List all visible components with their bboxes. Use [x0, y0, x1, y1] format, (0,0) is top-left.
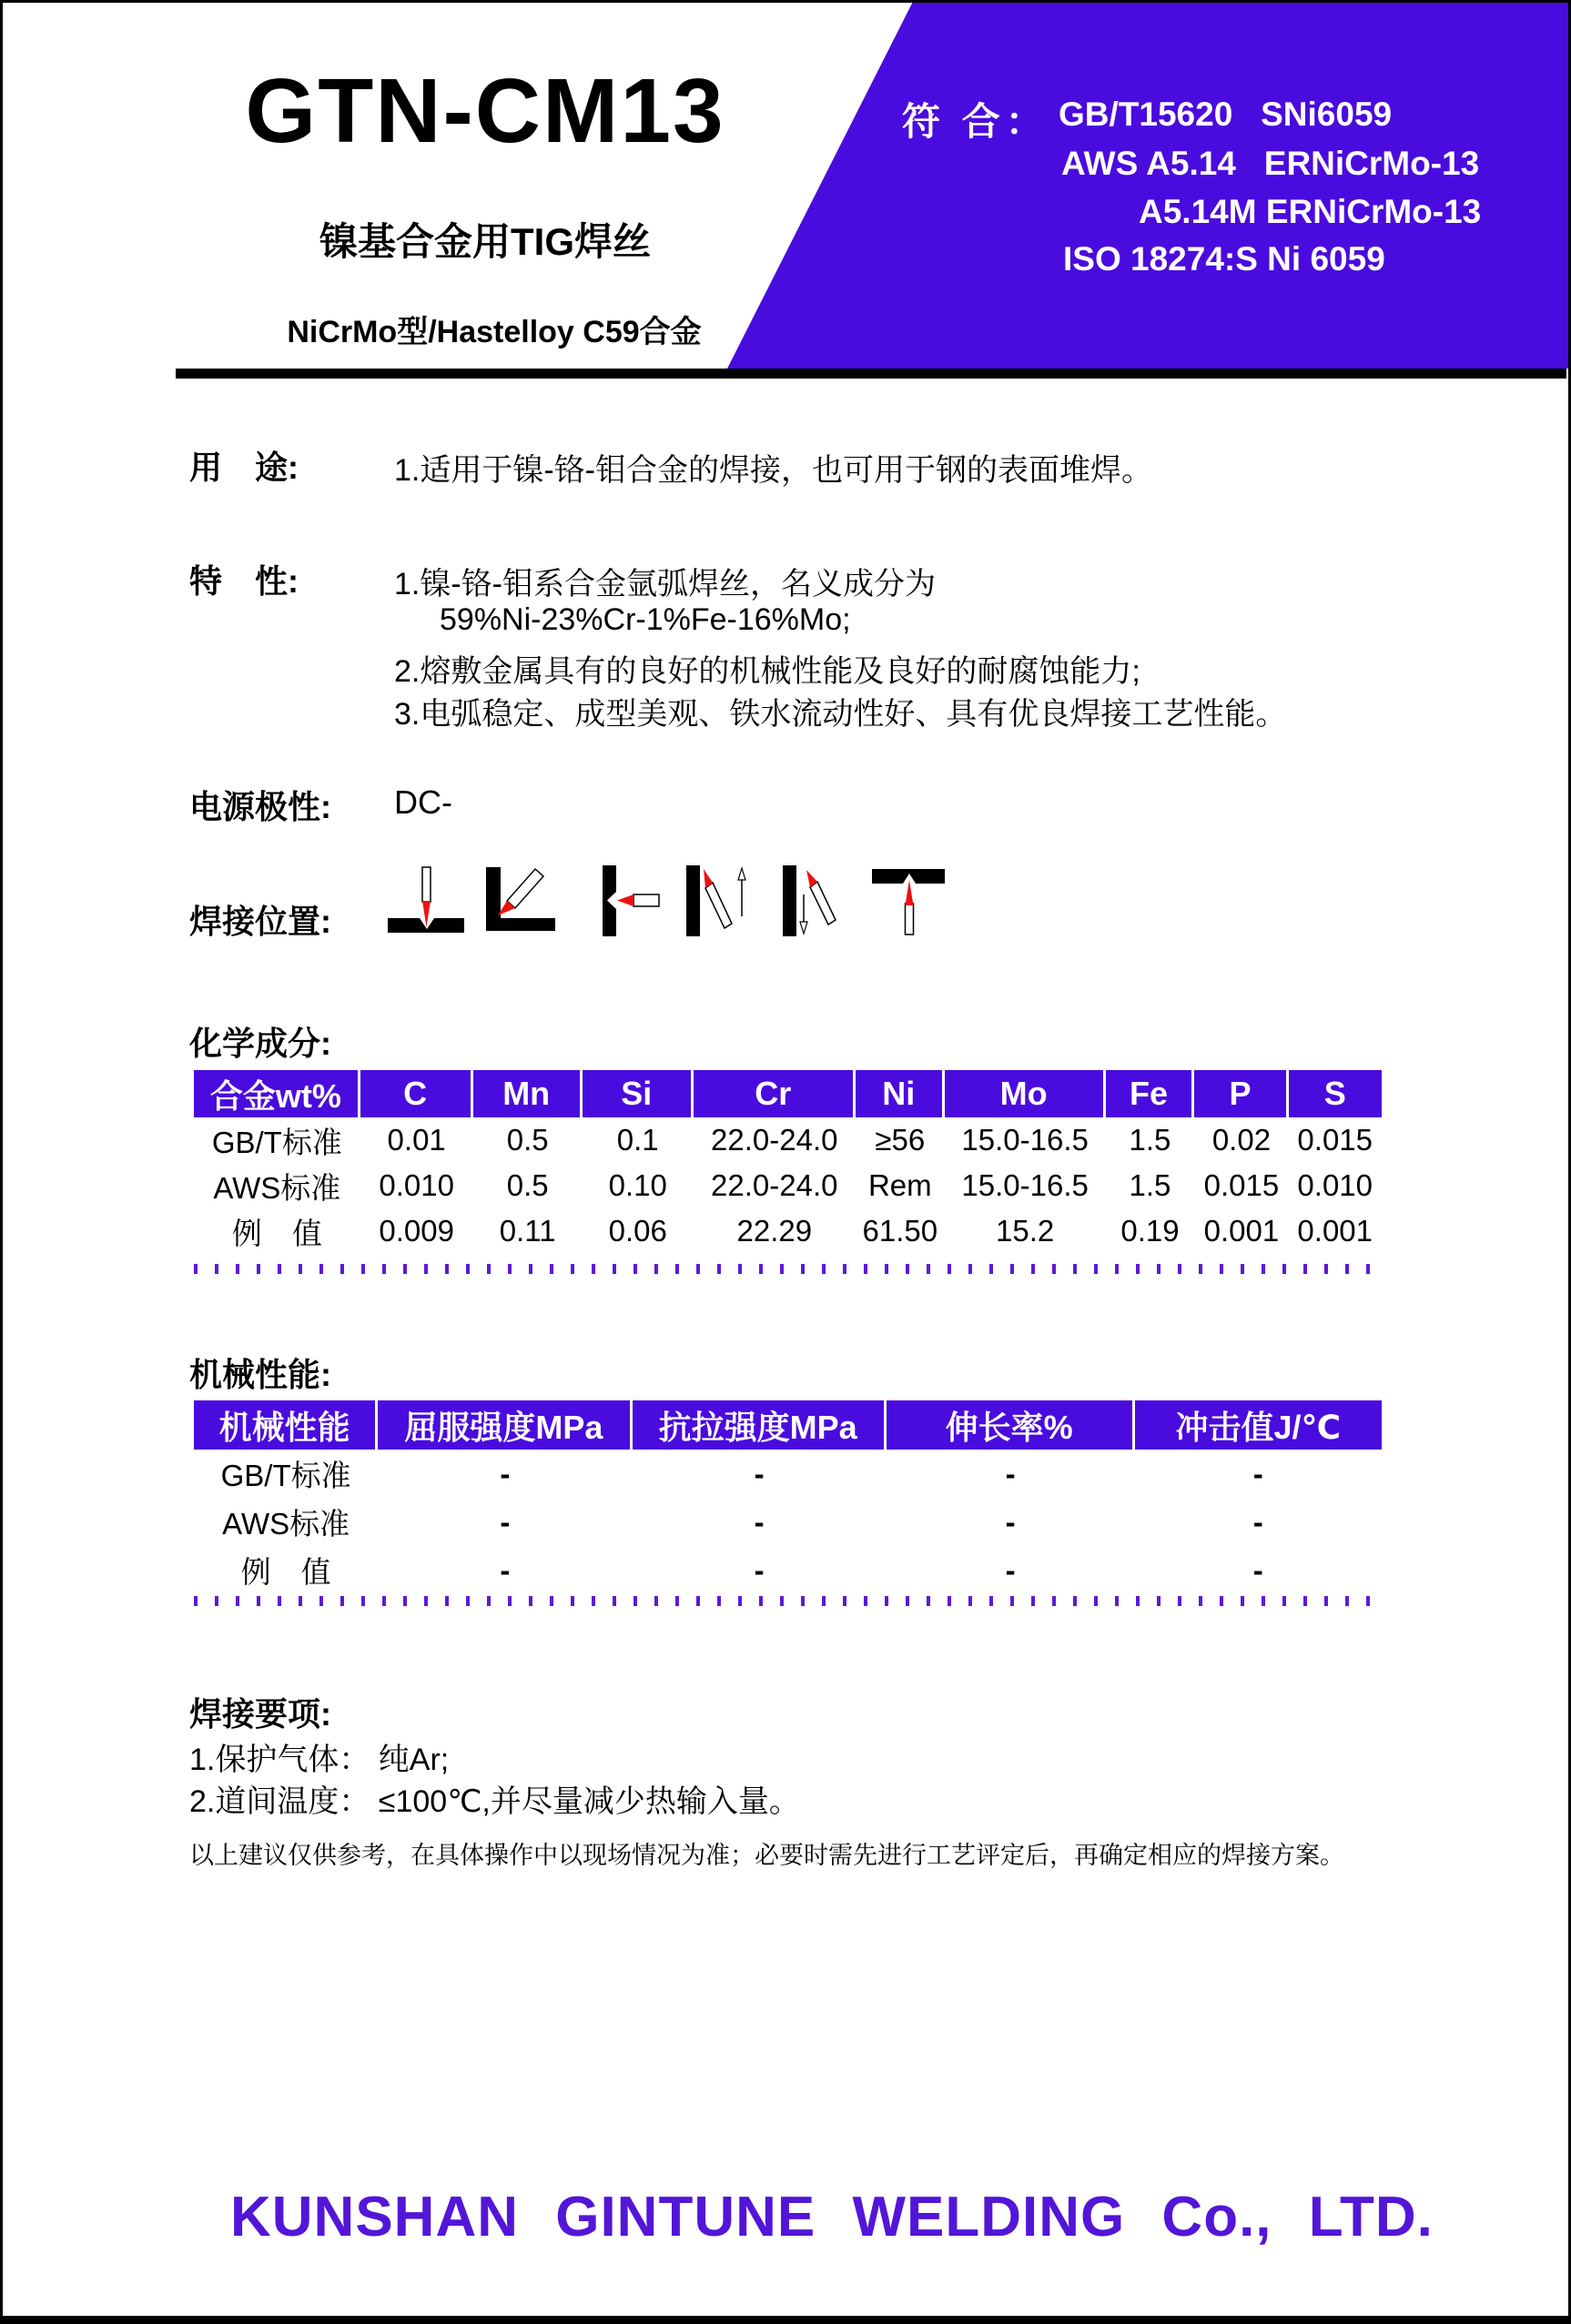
table-cell: 0.015: [1203, 1168, 1280, 1202]
table-cell: 0.5: [506, 1123, 549, 1157]
standard-line: GB/T15620 SNi6059: [1059, 96, 1393, 133]
row-label: GB/T标准: [220, 1459, 351, 1492]
table-cell: -: [754, 1456, 765, 1490]
column-header: 屈服强度MPa: [378, 1400, 632, 1450]
table-header-row: [194, 1070, 1382, 1117]
table-cell: -: [1252, 1456, 1263, 1490]
alloy-type: NiCrMo型/Hastelloy C59合金: [287, 315, 702, 349]
table-cell: 0.01: [387, 1123, 446, 1157]
table-row: [194, 1546, 1382, 1594]
table-cell: 0.1: [616, 1123, 659, 1157]
flat-position-icon: [385, 864, 469, 940]
table-cell: 0.11: [499, 1214, 556, 1248]
welding-note: 1.保护气体： 纯Ar;: [189, 1743, 450, 1777]
product-subtitle: 镍基合金用TIG焊丝: [319, 220, 651, 263]
column-header: S: [1323, 1075, 1346, 1112]
horizontal-fillet-position-icon: [481, 864, 565, 940]
table-cell: -: [754, 1504, 765, 1539]
column-header: Mo: [945, 1070, 1106, 1117]
table-cell: 15.0-16.5: [961, 1168, 1089, 1202]
usage-label: 用 途:: [189, 449, 299, 486]
row-label: AWS标准: [222, 1507, 350, 1541]
vertical-up-position-icon: [674, 864, 758, 940]
column-header: 合金wt%: [194, 1070, 360, 1117]
column-header: Si: [583, 1070, 694, 1117]
table-cell: 0.009: [379, 1214, 454, 1248]
row-label: 例 值: [240, 1555, 331, 1589]
column-header: Fe: [1106, 1070, 1195, 1117]
table-cell: 1.5: [1129, 1168, 1171, 1202]
disclaimer-text: 以上建议仅供参考，在具体操作中以现场情况为准；必要时需先进行工艺评定后，再确定相应的焊接方案。: [189, 1842, 1344, 1869]
table-cell: 15.0-16.5: [961, 1123, 1089, 1157]
mechanical-table: [194, 1400, 1382, 1594]
header-divider: [176, 369, 1566, 379]
chemical-table: [194, 1070, 1382, 1254]
column-header: 抗拉强度MPa: [633, 1400, 887, 1450]
product-title: GTN-CM13: [245, 60, 725, 162]
table-cell: ≥56: [875, 1123, 926, 1157]
table-cell: -: [500, 1504, 511, 1539]
dotted-separator: [194, 1264, 1382, 1274]
features-line: 2.熔敷金属具有的良好的机械性能及良好的耐腐蚀能力;: [394, 654, 1140, 689]
row-label: AWS标准: [213, 1170, 341, 1205]
welding-note: 2.道间温度： ≤100℃,并尽量减少热输入量。: [189, 1784, 800, 1819]
table-cell: 22.0-24.0: [711, 1168, 838, 1202]
table-cell: 22.29: [736, 1214, 813, 1248]
table-cell: 1.5: [1129, 1123, 1171, 1157]
table-row: [194, 1208, 1382, 1254]
column-header: P: [1194, 1070, 1288, 1117]
table-row: [194, 1498, 1382, 1546]
polarity-label: 电源极性:: [189, 788, 331, 825]
column-header: 冲击值J/℃: [1175, 1408, 1342, 1446]
table-cell: -: [1005, 1456, 1016, 1490]
table-cell: Rem: [867, 1168, 932, 1202]
standard-line: ISO 18274:S Ni 6059: [1063, 240, 1385, 278]
row-label: GB/T标准: [211, 1125, 342, 1159]
column-header: 伸长率%: [887, 1400, 1135, 1450]
column-header: C: [360, 1070, 473, 1117]
table-row: [194, 1163, 1382, 1208]
mechanical-heading: 机械性能:: [189, 1356, 331, 1393]
table-cell: 0.02: [1211, 1123, 1272, 1157]
table-cell: 0.19: [1120, 1214, 1180, 1248]
table-cell: 0.5: [506, 1168, 549, 1202]
features-line: 3.电弧稳定、成型美观、铁水流动性好、具有优良焊接工艺性能。: [394, 697, 1287, 732]
features-label: 特 性:: [189, 562, 299, 600]
table-cell: 0.001: [1297, 1214, 1373, 1248]
standard-line: AWS A5.14 ERNiCrMo-13: [1061, 145, 1480, 182]
features-line: 1.镍-铬-钼系合金氩弧焊丝，名义成分为: [394, 567, 936, 601]
welding-notes-heading: 焊接要项:: [189, 1695, 331, 1733]
positions-label: 焊接位置:: [189, 903, 331, 940]
column-header: Cr: [694, 1070, 856, 1117]
table-cell: -: [1252, 1504, 1263, 1539]
row-label: 例 值: [231, 1216, 322, 1250]
table-cell: -: [1005, 1504, 1016, 1539]
table-cell: 0.010: [379, 1168, 454, 1202]
dotted-separator: [194, 1596, 1382, 1606]
table-cell: 15.2: [996, 1214, 1055, 1248]
table-cell: -: [500, 1456, 511, 1490]
polarity-value: DC-: [394, 783, 452, 821]
table-cell: 0.015: [1297, 1123, 1373, 1157]
table-cell: 0.010: [1297, 1168, 1373, 1202]
chemical-heading: 化学成分:: [189, 1025, 331, 1062]
table-row: [194, 1450, 1382, 1498]
features-line: 59%Ni-23%Cr-1%Fe-16%Mo;: [440, 602, 851, 637]
vertical-down-position-icon: [771, 864, 855, 940]
table-cell: 0.10: [608, 1168, 667, 1202]
company-logo-text: KUNSHAN GINTUNE WELDING Co., LTD.: [230, 2186, 1434, 2248]
table-cell: -: [1005, 1552, 1016, 1587]
table-header-row: [194, 1400, 1382, 1450]
column-header: Mn: [473, 1070, 583, 1117]
table-cell: 61.50: [862, 1214, 938, 1248]
column-header: Ni: [856, 1070, 945, 1117]
overhead-position-icon: [867, 864, 951, 940]
standard-line: A5.14M ERNiCrMo-13: [1139, 193, 1482, 230]
horizontal-position-icon: [578, 864, 662, 940]
table-cell: 22.0-24.0: [711, 1123, 838, 1157]
table-cell: 0.001: [1203, 1214, 1280, 1248]
welding-positions-row: [385, 864, 951, 940]
table-row: [194, 1117, 1382, 1163]
table-cell: 0.06: [608, 1214, 667, 1248]
usage-text: 1.适用于镍-铬-钼合金的焊接，也可用于钢的表面堆焊。: [394, 453, 1152, 488]
table-cell: -: [1252, 1552, 1263, 1587]
table-cell: -: [500, 1552, 511, 1587]
column-header: 机械性能: [194, 1400, 378, 1450]
table-cell: -: [754, 1552, 765, 1587]
conform-label: 符 合：: [902, 100, 1049, 143]
